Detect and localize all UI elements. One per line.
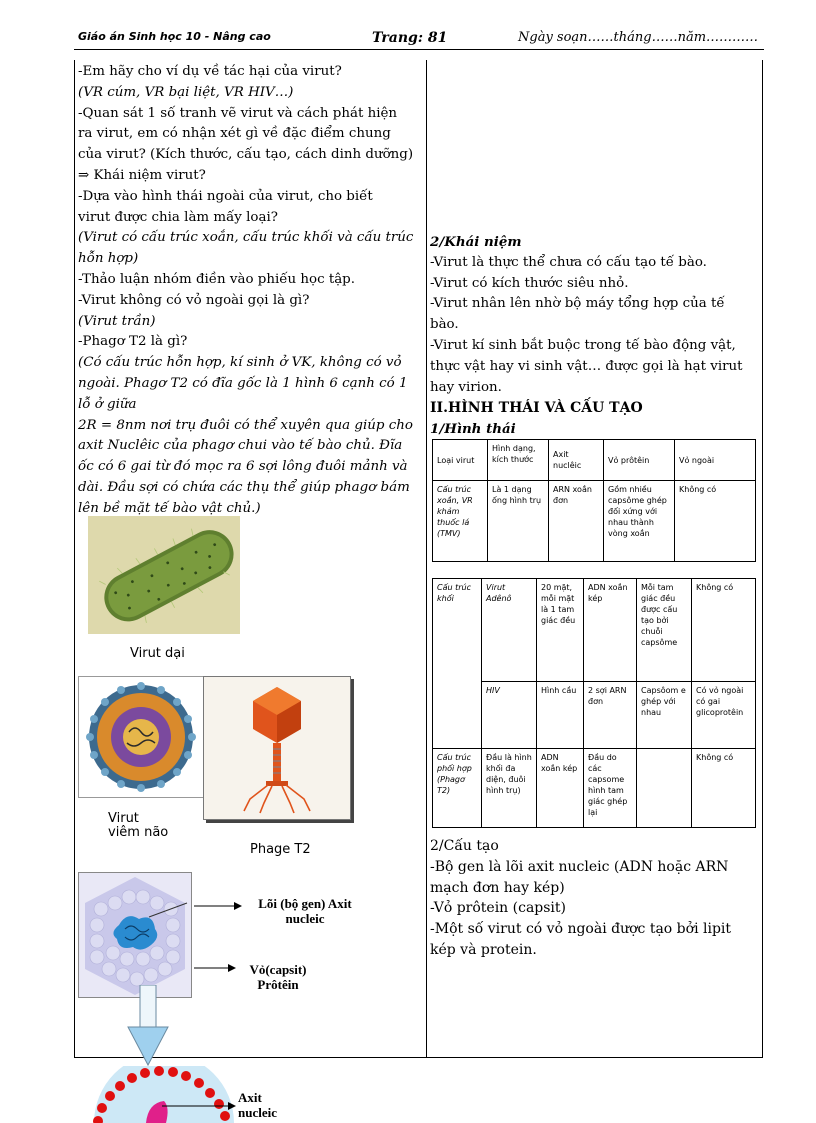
- concept-line: bào.: [430, 317, 459, 333]
- table-cell: Mỗi tam giác đều được cấu tạo bởi chuỗi capsôme: [637, 579, 692, 682]
- table-row: [433, 579, 756, 682]
- concept-line: -Virut có kích thước siêu nhỏ.: [430, 275, 629, 291]
- doc-title: Giáo án Sinh học 10 - Nâng cao: [78, 30, 271, 43]
- table-cell: Virut Adênô: [482, 579, 537, 682]
- concept-line: hay virion.: [430, 379, 502, 395]
- table-cell: Gồm nhiều capsôme ghép đối xứng với nhau thành vòng xoắn: [604, 481, 675, 562]
- morphology-table-cubic: [432, 578, 756, 828]
- table-header: Hình dạng, kích thước: [488, 440, 549, 481]
- table-header-row: [433, 440, 756, 481]
- table-cell: 2 sợi ARN đơn: [584, 682, 637, 749]
- table-cell: Đầu là hình khối đa diện, đuôi hình trụ): [482, 749, 537, 828]
- question-line: axit Nuclêic của phagơ chui vào tế bào chủ. Đĩa: [78, 438, 403, 454]
- bottom-virus-diagram: [82, 1066, 242, 1123]
- structure-line: mạch đơn hay kép): [430, 879, 565, 896]
- header-rule: [74, 49, 764, 50]
- question-line: hỗn hợp): [78, 251, 139, 267]
- table-cell: [637, 749, 692, 828]
- concept-line: -Virut kí sinh bắt buộc trong tế bào động vật,: [430, 337, 736, 353]
- table-cell: Hình cầu: [537, 682, 584, 749]
- structure-line: -Bộ gen là lõi axit nucleic (ADN hoặc ARN: [430, 858, 729, 875]
- prep-date: Ngày soạn……tháng……năm…………: [518, 30, 759, 45]
- core-label: Lõi (bộ gen) Axit nucleic: [258, 896, 352, 926]
- question-line: virut được chia làm mấy loại?: [78, 209, 278, 225]
- rabies-virus-image: [88, 516, 240, 634]
- table-row: [433, 749, 756, 828]
- question-line: 2R = 8nm nơi trụ đuôi có thể xuyên qua giúp cho: [78, 417, 413, 433]
- question-line: (Virut có cấu trúc xoắn, cấu trúc khối và cấu trúc: [78, 230, 414, 246]
- table-row: [433, 481, 756, 562]
- question-line: ốc có 6 gai từ đó mọc ra 6 sợi lông đuôi mảnh và: [78, 459, 408, 475]
- question-line: -Dựa vào hình thái ngoài của virut, cho biết: [78, 188, 373, 204]
- table-cell: Không có: [692, 579, 756, 682]
- question-line: ra virut, em có nhận xét gì về đặc điểm chung: [78, 126, 391, 142]
- page-header: [0, 0, 816, 52]
- table-group-cell: Cấu trúc khối: [433, 579, 482, 749]
- section-title: II.HÌNH THÁI VÀ CẤU TẠO: [430, 400, 643, 416]
- question-line: -Em hãy cho ví dụ về tác hại của virut?: [78, 64, 342, 79]
- question-line: (Virut trần): [78, 313, 156, 329]
- encephalitis-virus-image: [78, 676, 204, 798]
- concept-line: -Virut nhân lên nhờ bộ máy tổng hợp của tế: [430, 296, 725, 312]
- concept-line: thực vật hay vi sinh vật… được gọi là hạt virut: [430, 358, 743, 374]
- table-cell: Là 1 dạng ống hình trụ: [488, 481, 549, 562]
- question-line: -Phagơ T2 là gì?: [78, 334, 188, 350]
- table-cell: Cấu trúc xoắn, VR khảm thuốc lá (TMV): [433, 481, 488, 562]
- question-line: lên bề mặt tế bào vật chủ.): [78, 500, 261, 516]
- frame-middle: [426, 60, 427, 1058]
- table-row: [433, 682, 756, 749]
- question-line: (VR cúm, VR bại liệt, VR HIV…): [78, 84, 294, 100]
- table-cell: Capsôom e ghép với nhau: [637, 682, 692, 749]
- table-cell: Đầu do các capsome hình tam giác ghép lại: [584, 749, 637, 828]
- structure-line: -Một số virut có vỏ ngoài được tạo bởi lipit: [430, 921, 732, 938]
- structure-section: [430, 836, 770, 961]
- phage-t2-image: [203, 676, 351, 820]
- concept-section: [430, 232, 770, 398]
- table-cell: Không có: [692, 749, 756, 828]
- table-header: Loại virut: [433, 440, 488, 481]
- table-cell: ARN xoắn đơn: [549, 481, 604, 562]
- concept-lines: [430, 253, 770, 399]
- frame-bottom: [74, 1057, 763, 1058]
- structure-title: 2/Cấu tạo: [430, 838, 499, 854]
- down-arrow-icon: [126, 985, 172, 1069]
- table-group-cell: Cấu trúc phối hợp (Phagơ T2): [433, 749, 482, 828]
- table-header: Axit nuclêic: [549, 440, 604, 481]
- virus-structure-diagram: [78, 872, 192, 998]
- table-header: Vỏ ngoài: [675, 440, 756, 481]
- bottom-nucleic-label: Axit nucleic: [238, 1090, 277, 1120]
- table-cell: ADN xoắn kép: [537, 749, 584, 828]
- morphology-title: 1/Hình thái: [430, 420, 516, 437]
- question-line: -Virut không có vỏ ngoài gọi là gì?: [78, 292, 310, 308]
- question-line: -Thảo luận nhóm điền vào phiếu học tập.: [78, 271, 356, 287]
- frame-left: [74, 60, 75, 1058]
- structure-lines: [430, 857, 770, 961]
- question-line: ⇒ Khái niệm virut?: [78, 167, 206, 183]
- caption-encephalitis: Virut viêm não: [108, 811, 169, 840]
- question-line: ngoài. Phagơ T2 có đĩa gốc là 1 hình 6 cạnh có 1: [78, 375, 408, 391]
- concept-line: -Virut là thực thể chưa có cấu tạo tế bào.: [430, 254, 707, 270]
- morphology-section: [430, 398, 770, 440]
- question-line: dài. Đầu sợi có chứa các thụ thể giúp phagơ bám: [78, 479, 410, 495]
- question-line: lỗ ở giữa: [78, 396, 137, 412]
- question-line: -Quan sát 1 số tranh vẽ virut và cách phát hiện: [78, 105, 398, 121]
- question-line: (Có cấu trúc hỗn hợp, kí sinh ở VK, không có vỏ: [78, 355, 402, 371]
- concept-title: 2/Khái niệm: [430, 234, 522, 250]
- morphology-table-helical: [432, 439, 756, 562]
- table-header: Vỏ prôtêin: [604, 440, 675, 481]
- structure-line: -Vỏ prôtein (capsit): [430, 900, 567, 917]
- table-cell: HIV: [482, 682, 537, 749]
- table-cell: Không có: [675, 481, 756, 562]
- teacher-questions: [78, 62, 420, 520]
- capsid-label: Vỏ(capsit) Prôtêin: [249, 962, 307, 992]
- caption-phage: Phage T2: [250, 842, 311, 857]
- page-number: Trang: 81: [372, 30, 448, 46]
- table-cell: 20 mặt, mỗi mặt là 1 tam giác đều: [537, 579, 584, 682]
- table-cell: Có vỏ ngoài có gai glicoprotêin: [692, 682, 756, 749]
- question-line: của virut? (Kích thước, cấu tạo, cách dinh dưỡng): [78, 147, 414, 163]
- caption-rabies: Virut dại: [130, 646, 185, 661]
- table-cell: ADN xoắn kép: [584, 579, 637, 682]
- structure-line: kép và protein.: [430, 941, 537, 958]
